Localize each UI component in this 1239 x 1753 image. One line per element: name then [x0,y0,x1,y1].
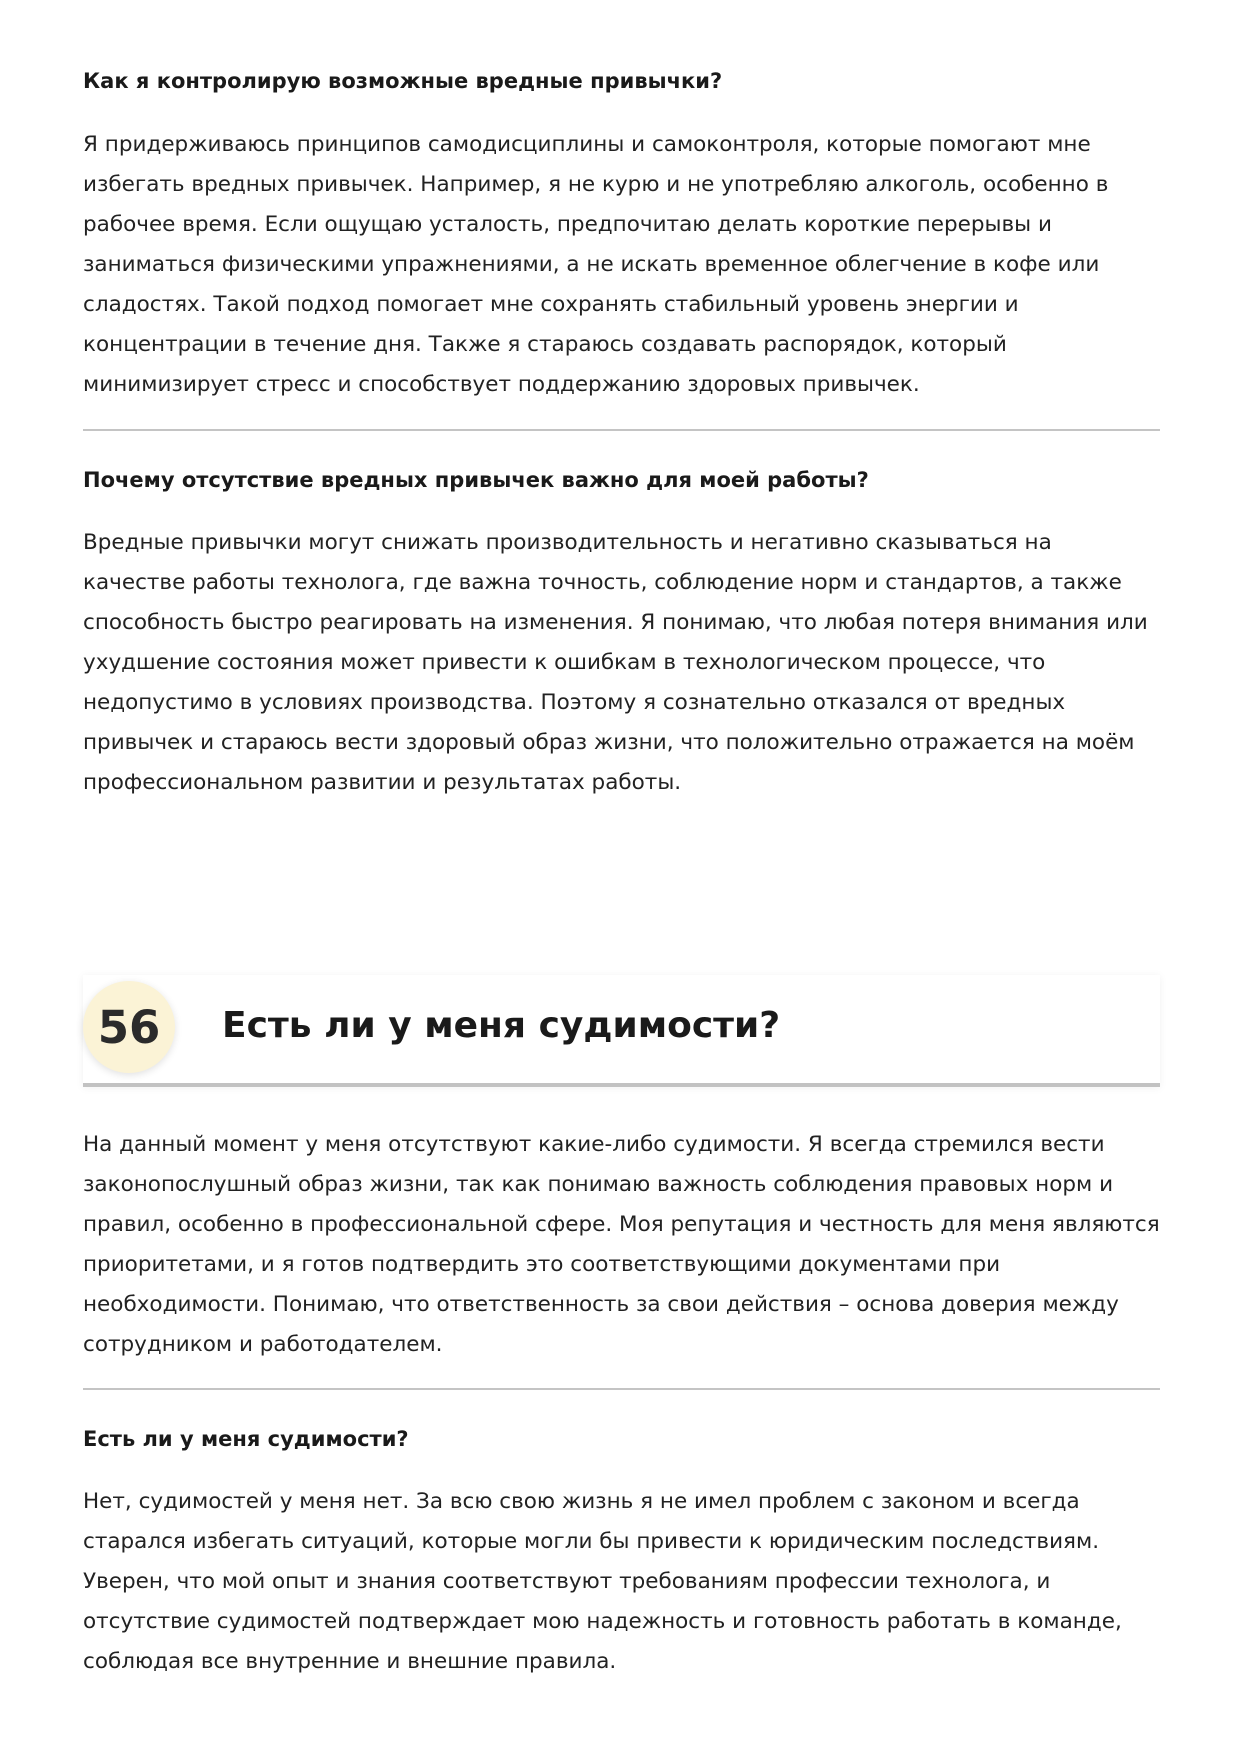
question-heading-criminal-record: Есть ли у меня судимости? [83,1427,409,1451]
section-number-badge: 56 [83,981,175,1073]
answer-paragraph-bad-habits-control: Я придерживаюсь принципов самодисциплины и самоконтроля, которые помогают мне избегать вредных привычек. Например, я не курю и не употребляю алкоголь, особенно в рабочее время. Если ощущаю усталость, предпочитаю делать короткие перерывы и заниматься физическими упражнениями, а не искать временное облегчение в кофе или сладостях. Такой подход помогает мне сохранять стабильный уровень энергии и концентрации в течение дня. Также я стараюсь создавать распорядок, который минимизирует стресс и способствует поддержанию здоровых привычек. [83,132,1109,397]
section-title: Есть ли у меня судимости? [222,1005,781,1046]
question-heading-bad-habits-importance: Почему отсутствие вредных привычек важно для моей работы? [83,468,869,492]
question-heading-bad-habits-control: Как я контролирую возможные вредные привычки? [83,69,723,93]
answer-paragraph-criminal-record: На данный момент у меня отсутствуют какие-либо судимости. Я всегда стремился вести законопослушный образ жизни, так как понимаю важность соблюдения правовых норм и правил, особенно в профессиональной сфере. Моя репутация и честность для меня являются приоритетами, и я готов подтвердить это соответствующими документами при необходимости. Понимаю, что ответственность за свои действия – основа доверия между сотрудником и работодателем. [83,1132,1160,1357]
section-divider [83,429,1160,431]
section-header [83,975,1160,1087]
answer-paragraph-criminal-record-alt: Нет, судимостей у меня нет. За всю свою жизнь я не имел проблем с законом и всегда старался избегать ситуаций, которые могли бы привести к юридическим последствиям. Уверен, что мой опыт и знания соответствуют требованиям профессии технолога, и отсутствие судимостей подтверждает мою надежность и готовность работать в команде, соблюдая все внутренние и внешние правила. [83,1489,1122,1674]
section-divider [83,1388,1160,1390]
answer-paragraph-bad-habits-importance: Вредные привычки могут снижать производительность и негативно сказываться на качестве работы технолога, где важна точность, соблюдение норм и стандартов, а также способность быстро реагировать на изменения. Я понимаю, что любая потеря внимания или ухудшение состояния может привести к ошибкам в технологическом процессе, что недопустимо в условиях производства. Поэтому я сознательно отказался от вредных привычек и стараюсь вести здоровый образ жизни, что положительно отражается на моём профессиональном развитии и результатах работы. [83,530,1148,795]
